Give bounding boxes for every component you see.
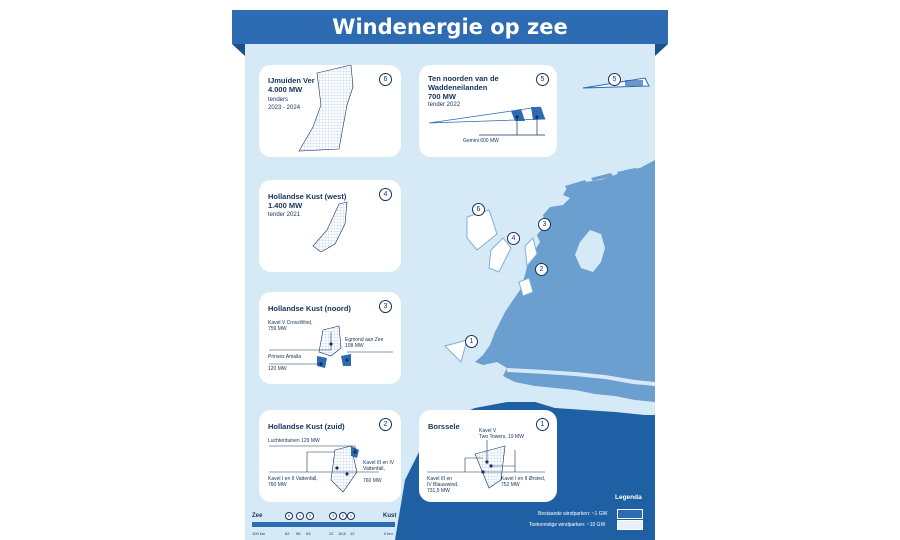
hk-noord-label2-line2: 108 MW: [345, 343, 364, 349]
wadden-title-line3: 700 MW: [428, 92, 456, 101]
scale-mark-2: 2: [339, 512, 347, 520]
card-ijmuiden-ver: [259, 65, 401, 157]
hk-noord-label1-line2: 759 MW: [268, 326, 287, 332]
borssele-title: Borssele: [428, 422, 460, 431]
land-netherlands: [475, 160, 655, 402]
scale-left-label: Zee: [252, 513, 263, 519]
borssele-label3-line1: Kavel I en II Ørsted,: [501, 476, 546, 482]
hk-west-number-badge: 4: [379, 188, 392, 201]
ijmuiden-text-line2: 2023 - 2024: [268, 105, 301, 111]
wadden-number-badge: 5: [536, 73, 549, 86]
scale-num-53: 53: [306, 531, 311, 536]
ribbon-fold-right: [655, 44, 668, 56]
scale-mark-6: 6: [285, 512, 293, 520]
hk-west-mw: 1.400 MW: [268, 201, 303, 210]
legend-future-swatch: [617, 520, 643, 530]
borssele-label3-line2: 752 MW: [501, 482, 520, 488]
scale-mark-3: 3: [329, 512, 337, 520]
hk-noord-label2-line1: Egmond aan Zee: [345, 337, 384, 343]
card-borssele: [419, 410, 557, 502]
ribbon-fold-left: [232, 44, 245, 56]
hk-noord-title: Hollandse Kust (noord): [268, 304, 351, 313]
scale-right-num: 0 km: [384, 531, 393, 536]
map-badge-4: 4: [507, 232, 520, 245]
farm-borssele-map: [445, 340, 467, 362]
legend-title: Legenda: [615, 494, 642, 501]
scale-mark-1: 1: [347, 512, 355, 520]
card-hk-west: [259, 180, 401, 272]
scale-bar: [252, 522, 395, 527]
ijmuiden-number-badge: 6: [379, 73, 392, 86]
farm-wadden-existing: [625, 80, 643, 86]
scale-num-12: 12: [350, 531, 355, 536]
borssele-label1-line1: Kavel V: [479, 428, 497, 434]
hk-zuid-label2-line1: Kavel I en II Vattenfall,: [268, 476, 318, 482]
card-hk-noord: [259, 292, 401, 384]
ijmuiden-text-line1: tenders: [268, 97, 289, 103]
scale-mark-5: 5: [306, 512, 314, 520]
wadden-gemini-label: Gemini 600 MW: [463, 138, 499, 144]
hk-zuid-number-badge: 2: [379, 418, 392, 431]
wadden-title-line2: Waddeneilanden: [428, 83, 488, 92]
hk-noord-label3-line2: 120 MW: [268, 366, 287, 372]
hk-noord-number-badge: 3: [379, 300, 392, 313]
scale-num-62: 62: [285, 531, 290, 536]
farm-hk-west-map: [489, 238, 511, 272]
scale-left-num: 100 km: [252, 531, 266, 536]
hk-zuid-label1: Luchterduinen 129 MW: [268, 438, 320, 444]
hk-zuid-label3-line3: 760 MW: [363, 478, 382, 484]
scale-num-56: 56: [296, 531, 301, 536]
borssele-label2-line3: 731,5 MW: [427, 488, 450, 494]
card-wadden: [419, 65, 557, 157]
hk-west-text: tender 2021: [268, 212, 301, 218]
map-badge-3: 3: [538, 218, 551, 231]
ijmuiden-title-line2: 4.000 MW: [268, 85, 303, 94]
card-hk-zuid: [259, 410, 401, 502]
hk-zuid-label3-line2: Vattenfall,: [363, 466, 385, 472]
farm-ijmuiden-ver-map: [467, 210, 497, 250]
scale-num-22: 22: [329, 531, 334, 536]
hk-noord-label3-line1: Prinses Amalia: [268, 354, 302, 360]
legend-future-label: Toekomstige windparken: ~10 GW: [529, 522, 606, 528]
borssele-label2-line2: IV Blauwwind,: [427, 482, 459, 488]
map-badge-2: 2: [535, 263, 548, 276]
ijmuiden-title-line1: IJmuiden Ver: [268, 76, 315, 85]
borssele-number-badge: 1: [536, 418, 549, 431]
wadden-text: tender 2022: [428, 102, 461, 108]
wadden-title-line1: Ten noorden van de: [428, 74, 499, 83]
scale-right-label: Kust: [383, 513, 397, 519]
hk-noord-label1-line1: Kavel V CrossWind,: [268, 320, 313, 326]
hk-west-title: Hollandse Kust (west): [268, 192, 347, 201]
map-badge-1: 1: [465, 335, 478, 348]
legend-existing-swatch: [617, 509, 643, 519]
borssele-label1-line2: Two Towers, 19 MW: [479, 434, 524, 440]
page-title: Windenergie op zee: [232, 10, 668, 44]
hk-zuid-label2-line2: 760 MW: [268, 482, 287, 488]
map-badge-6: 6: [472, 203, 485, 216]
hk-zuid-title: Hollandse Kust (zuid): [268, 422, 345, 431]
scale-mark-4: 4: [296, 512, 304, 520]
scale-num-18-5: 18,5: [338, 531, 346, 536]
map-badge-5: 5: [608, 73, 621, 86]
hk-zuid-label3-line1: Kavel III en IV: [363, 460, 395, 466]
borssele-label2-line1: Kavel III en: [427, 476, 453, 482]
legend-existing-label: Bestaande windparken: ~1 GW: [538, 511, 608, 517]
